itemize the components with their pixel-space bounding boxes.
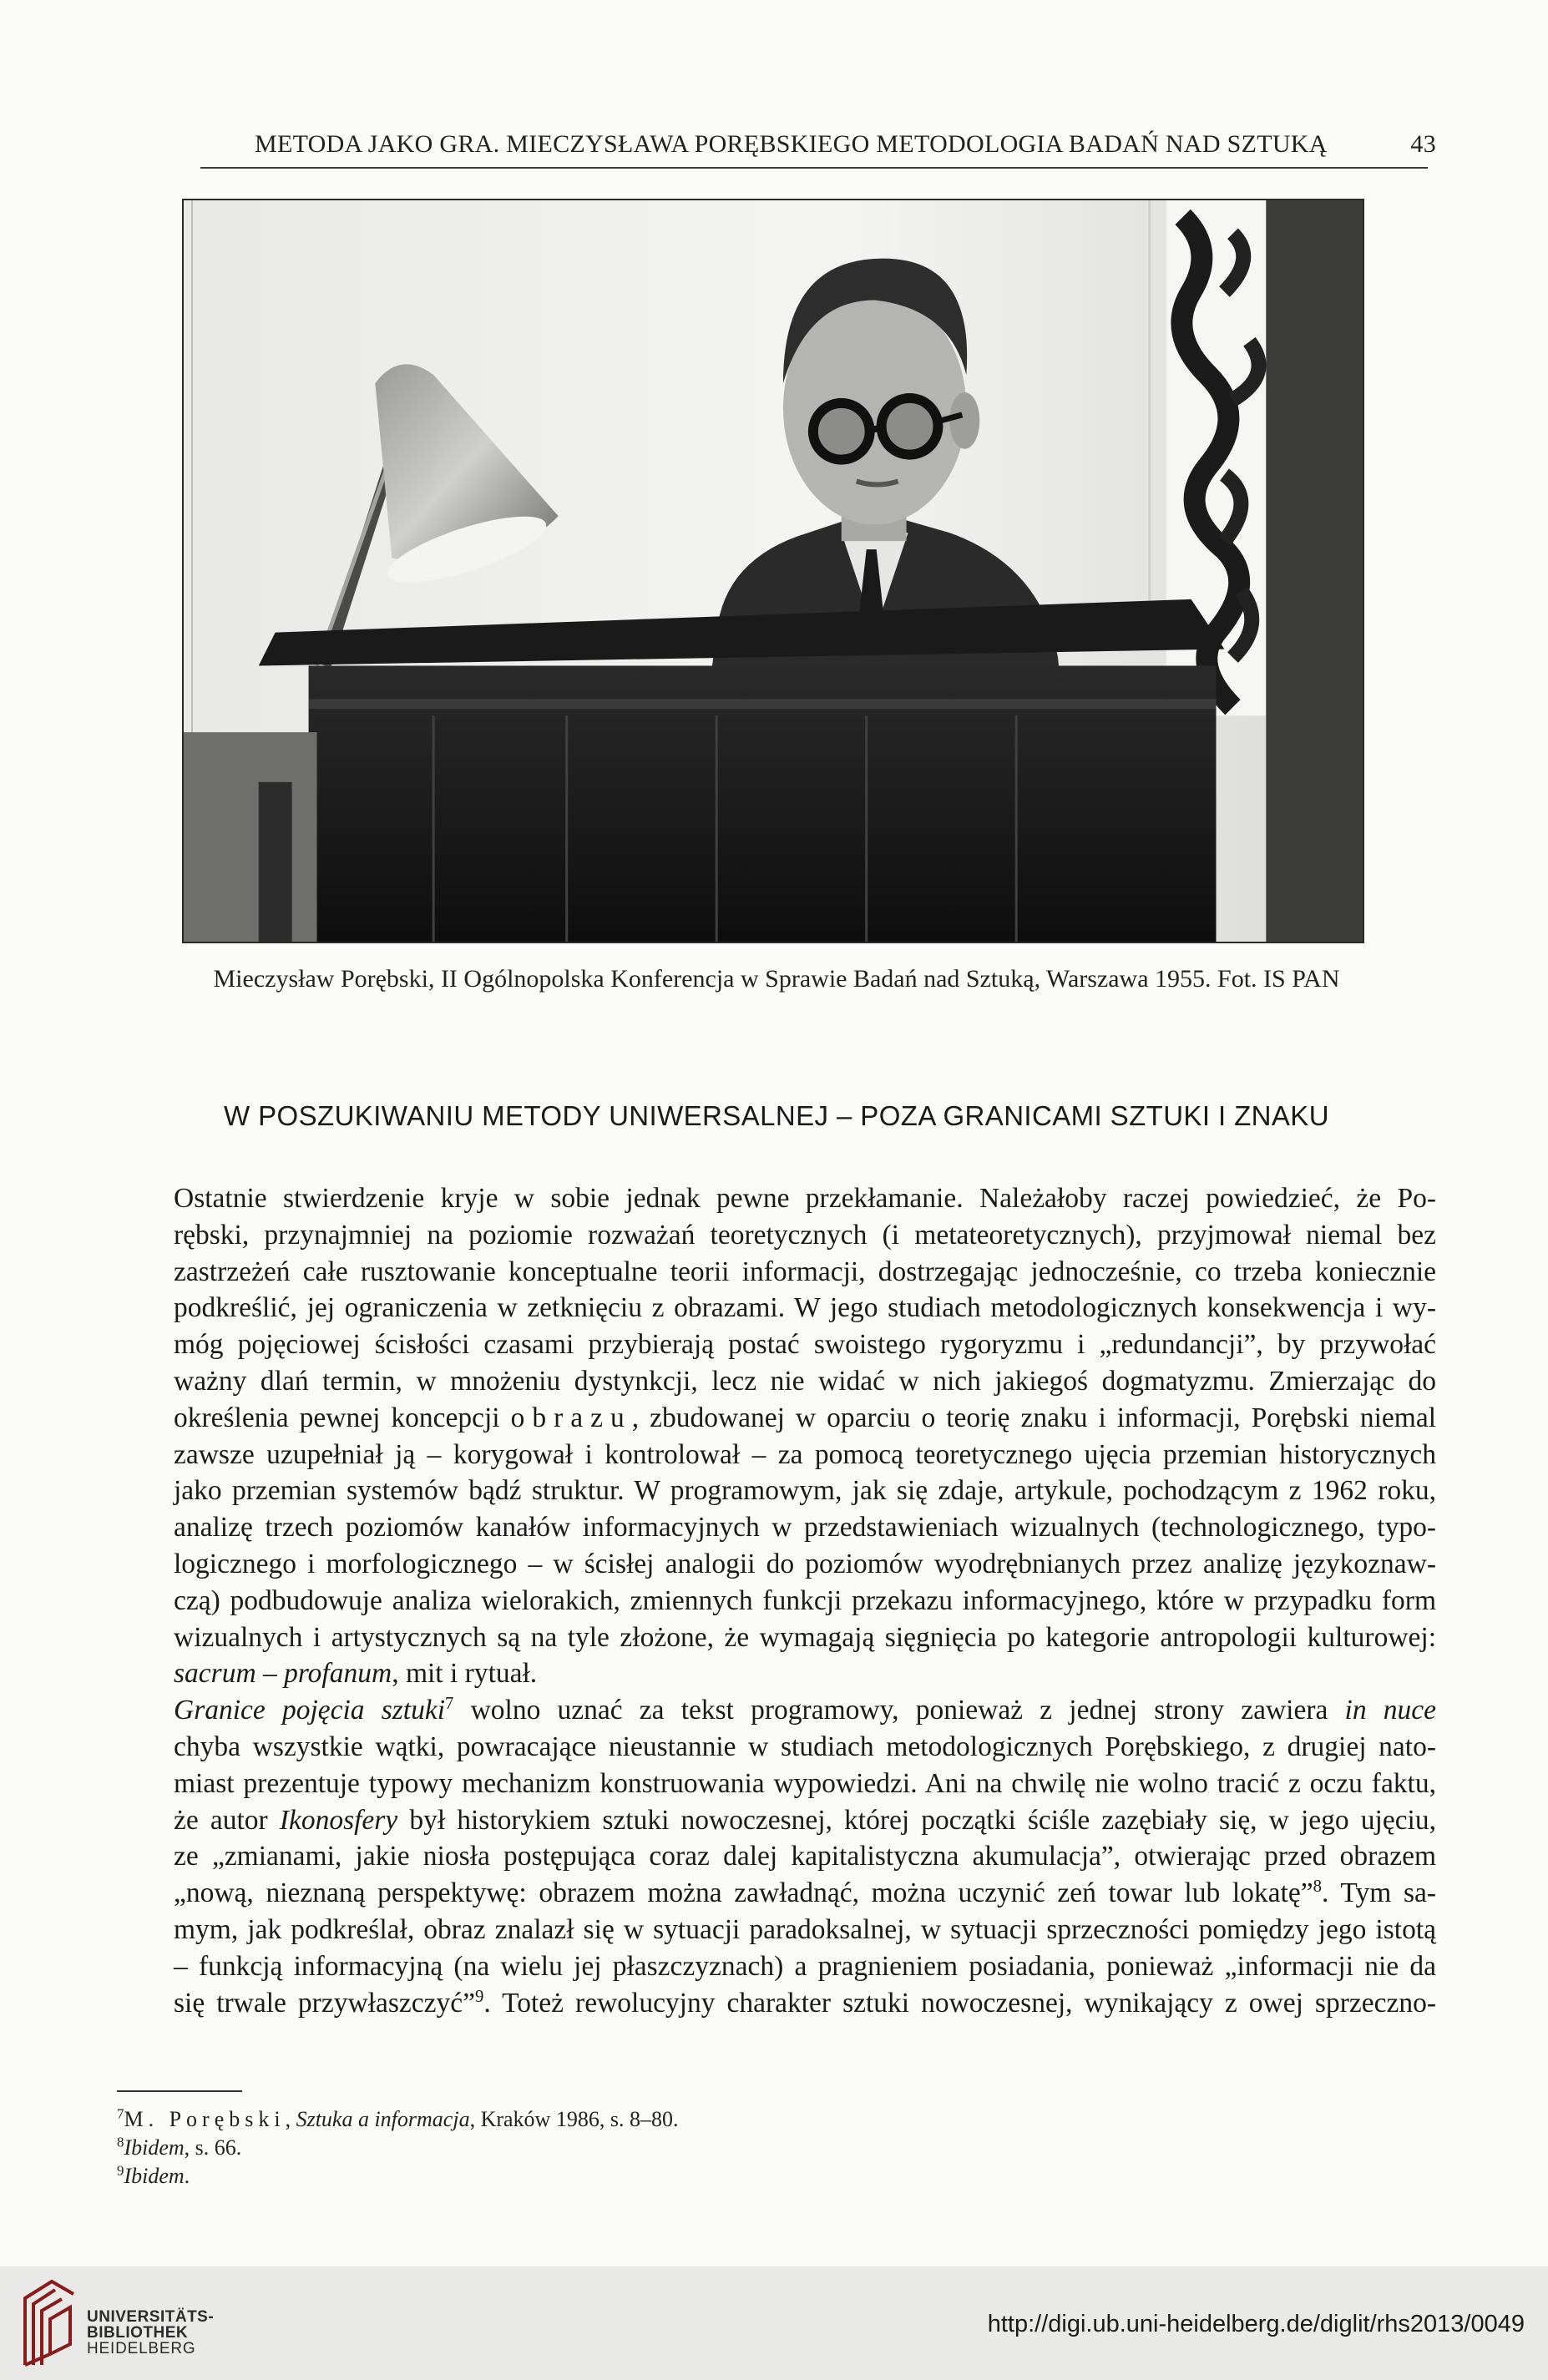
footnote-number: 8: [117, 2134, 124, 2150]
text-line: [109, 1400, 1436, 1437]
spaced-term: obrazu: [510, 1402, 632, 1433]
text-line: [109, 1875, 1436, 1912]
text-fragment: , mit i rytuał.: [392, 1658, 538, 1690]
text-line: ze „zmianami, jakie niosła postępująca coraz dalej kapitalistyczna akumulacja”, otwierając przed obrazem: [174, 1841, 1436, 1872]
text-line: ważny dlań termin, w mnożeniu dystynkcji, lecz nie widać w nich jakiegoś dogmatyzmu. Zmierzając do: [174, 1365, 1436, 1397]
footnote-author: M. Porębski: [124, 2107, 286, 2131]
text-line: miast prezentuje typowy mechanizm konstruowania wypowiedzi. Ani na chwilę nie wolno tracić z oczu faktu,: [174, 1767, 1436, 1799]
text-line: móg pojęciowej ścisłości czasami przybierają postać swoistego rygoryzmu i „redundancji”, by przywołać: [174, 1329, 1436, 1361]
footnote-number: 9: [117, 2162, 124, 2179]
photograph: [182, 199, 1364, 943]
text-fragment: się trwale przywłaszczyć”: [174, 1987, 475, 2019]
footnote-rule: [117, 2090, 242, 2092]
section-heading: W POSZUKIWANIU METODY UNIWERSALNEJ – POZA GRANICAMI SZTUKI I ZNAKU: [224, 1100, 1329, 1131]
text-fragment: , s. 66.: [184, 2135, 242, 2160]
text-line: Ostatnie stwierdzenie kryje w sobie jednak pewne przekłamanie. Należałoby raczej powiedzieć, że Po-: [174, 1183, 1436, 1214]
footnote-ref: 7: [445, 1694, 454, 1713]
footnote-title: Sztuka a informacja: [296, 2107, 470, 2131]
footnote-9: [117, 2162, 1286, 2191]
text-line: [109, 1802, 1436, 1839]
university-library-logo-icon[interactable]: [18, 2277, 80, 2369]
text-line: analizę trzech poziomów kanałów informacyjnych w przedstawieniach wizualnych (technologicznego, typo-: [174, 1512, 1436, 1544]
text-line: [109, 1692, 1436, 1729]
text-line: jako przemian systemów bądź struktur. W programowym, jak się zdaje, artykule, pochodzącym z 1962 roku,: [174, 1475, 1436, 1507]
library-name: [87, 2309, 214, 2357]
paragraph-2: [109, 1692, 1436, 2021]
footnote-7: [117, 2105, 1286, 2134]
text-fragment: ,: [285, 2107, 296, 2131]
body-text: [109, 1180, 1436, 2021]
text-fragment: .: [184, 2164, 190, 2188]
photograph-lecturer-at-desk-with-lamp-icon: [184, 200, 1363, 942]
text-line: zawsze uzupełniał ją – korygował i kontrolował – za pomocą teoretycznego ujęcia przemian historycznych: [174, 1438, 1436, 1470]
text-fragment: , zbudowanej w oparciu o teorię znaku i informacji, Porębski niemal: [631, 1402, 1436, 1433]
text-line: [109, 1655, 1436, 1692]
digitization-url-link[interactable]: http://digi.ub.uni-heidelberg.de/diglit/rhs2013/0049: [987, 2311, 1525, 2337]
text-line: rębski, przynajmniej na poziomie rozważań teoretycznych (i metateoretycznych), przyjmował niemal bez: [174, 1219, 1436, 1251]
text-line: [109, 1985, 1436, 2022]
text-line: czą) podbudowuje analiza wielorakich, zmiennych funkcji przekazu informacyjnego, które w przypadku form: [174, 1584, 1436, 1616]
italic-term: in nuce: [1344, 1695, 1436, 1726]
paragraph-1: [109, 1180, 1436, 1692]
text-fragment: był historykiem sztuki nowoczesnej, której początki ściśle zazębiały się, w jego ujęciu,: [397, 1804, 1436, 1836]
running-header: [117, 130, 1436, 159]
italic-term: sacrum – profanum: [174, 1658, 392, 1690]
text-line: – funkcją informacyjną (na wielu jej płaszczyznach) a pragnieniem posiadania, ponieważ „informacji nie da: [174, 1950, 1436, 1982]
footnote-title: Ibidem: [124, 2135, 185, 2160]
text-fragment: , Kraków 1986, s. 8–80.: [469, 2107, 679, 2131]
photo-caption: Mieczysław Porębski, II Ogólnopolska Konferencja w Sprawie Badań nad Sztuką, Warszawa 1955. Fot. IS PAN: [213, 965, 1340, 993]
footnote-number: 7: [117, 2105, 124, 2122]
text-line: logicznego i morfologicznego – w ścisłej analogii do poziomów wyodrębnianych przez analizę językoznaw-: [174, 1548, 1436, 1579]
library-name-line: HEIDELBERG: [87, 2340, 196, 2357]
footnote-ref: 8: [1313, 1876, 1322, 1896]
italic-title: Granice pojęcia sztuki: [174, 1695, 446, 1726]
text-line: wizualnych i artystycznych są na tyle złożone, że wymagają sięgnięcia po kategorie antropologii kulturowej:: [174, 1621, 1436, 1653]
text-line: mym, jak podkreślał, obraz znalazł się w sytuacji paradoksalnej, w sytuacji sprzeczności pomiędzy jego istotą: [174, 1913, 1436, 1945]
header-rule: [200, 167, 1428, 169]
running-header-title: METODA JAKO GRA. MIECZYSŁAWA PORĘBSKIEGO METODOLOGIA BADAŃ NAD SZTUKĄ: [255, 130, 1328, 158]
library-name-line: UNIVERSITÄTS-: [87, 2308, 215, 2326]
text-fragment: wolno uznać za tekst programowy, ponieważ z jednej strony zawiera: [453, 1695, 1345, 1726]
footnote-8: [117, 2134, 1286, 2162]
text-line: chyba wszystkie wątki, powracające nieustannie w studiach metodologicznych Porębskiego, z drugiej nato-: [174, 1731, 1436, 1762]
footnote-ref: 9: [474, 1986, 484, 2006]
page-number: 43: [1410, 130, 1436, 158]
italic-title: Ikonosfery: [279, 1804, 398, 1836]
text-fragment: . Tym sa-: [1321, 1877, 1437, 1909]
library-name-line: BIBLIOTHEK: [87, 2324, 189, 2342]
footnote-title: Ibidem: [124, 2164, 185, 2188]
text-fragment: określenia pewnej koncepcji: [174, 1402, 511, 1433]
footnotes: [117, 2105, 1286, 2191]
text-fragment: że autor: [174, 1804, 280, 1836]
text-line: zastrzeżeń całe rusztowanie konceptualne teorii informacji, dostrzegając jednocześnie, co trzeba koniecznie: [174, 1256, 1436, 1287]
text-line: podkreślić, jej ograniczenia w zetknięciu z obrazami. W jego studiach metodologicznych konsekwencja i wy-: [174, 1292, 1436, 1324]
text-fragment: . Toteż rewolucyjny charakter sztuki nowoczesnej, wynikający z owej sprzeczno-: [483, 1987, 1436, 2019]
text-fragment: „nową, nieznaną perspektywę: obrazem można zawładnąć, można uczynić zeń towar lub lokatę”: [174, 1877, 1313, 1909]
